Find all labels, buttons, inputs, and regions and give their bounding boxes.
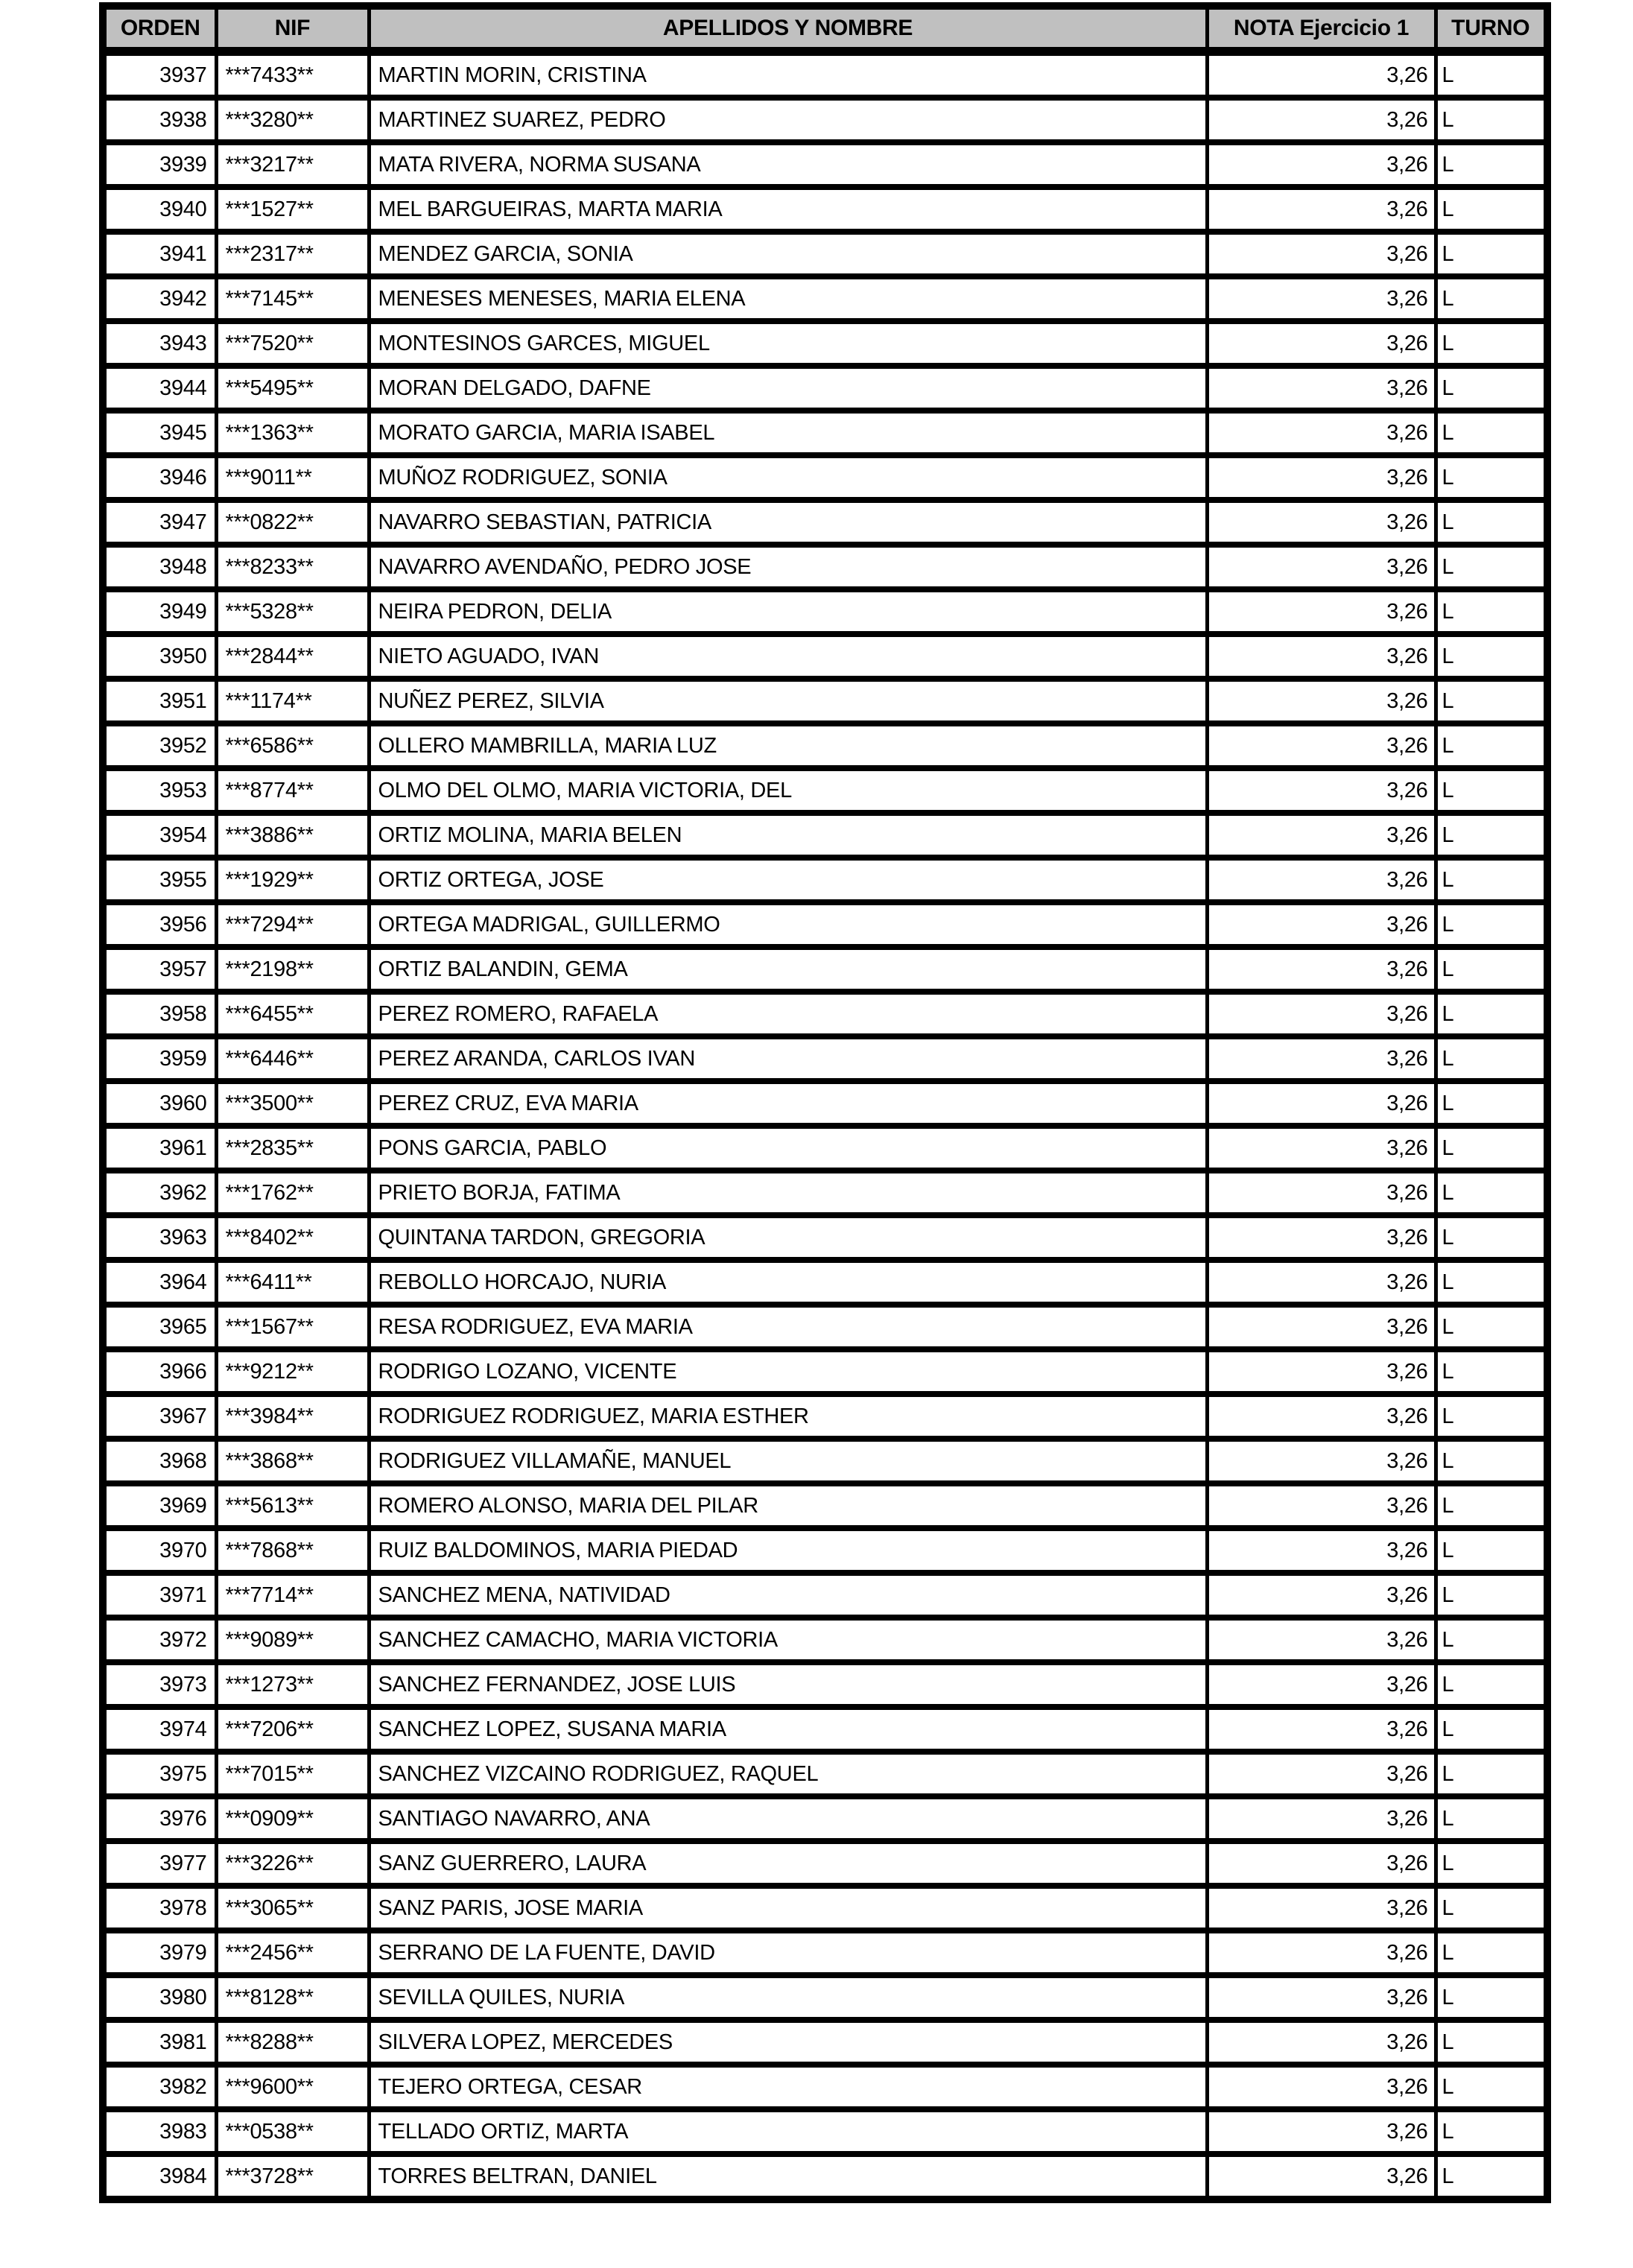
nombre-cell: RODRIGUEZ VILLAMAÑE, MANUEL — [369, 1439, 1207, 1483]
orden-cell: 3939 — [103, 142, 216, 187]
table-row — [103, 98, 1547, 142]
nombre-cell: MENESES MENESES, MARIA ELENA — [369, 276, 1207, 321]
turno-cell: L — [1436, 142, 1547, 187]
nota-cell: 3,26 — [1207, 2154, 1436, 2199]
turno-cell: L — [1436, 187, 1547, 232]
nota-cell: 3,26 — [1207, 232, 1436, 276]
nota-cell: 3,26 — [1207, 98, 1436, 142]
nif-cell: ***7433** — [216, 51, 369, 98]
turno-cell: L — [1436, 1036, 1547, 1081]
nif-cell: ***5328** — [216, 589, 369, 634]
orden-cell: 3974 — [103, 1707, 216, 1752]
results-table-body — [103, 51, 1547, 2199]
turno-cell: L — [1436, 232, 1547, 276]
nombre-cell: NEIRA PEDRON, DELIA — [369, 589, 1207, 634]
turno-cell: L — [1436, 1081, 1547, 1126]
turno-cell: L — [1436, 2065, 1547, 2109]
turno-cell: L — [1436, 321, 1547, 366]
orden-cell: 3959 — [103, 1036, 216, 1081]
nota-cell: 3,26 — [1207, 992, 1436, 1036]
orden-cell: 3951 — [103, 679, 216, 723]
nif-cell: ***7145** — [216, 276, 369, 321]
orden-cell: 3984 — [103, 2154, 216, 2199]
nota-cell: 3,26 — [1207, 51, 1436, 98]
orden-cell: 3964 — [103, 1260, 216, 1305]
nif-cell: ***8128** — [216, 1975, 369, 2020]
table-row — [103, 1752, 1547, 1796]
nombre-cell: ORTIZ ORTEGA, JOSE — [369, 858, 1207, 902]
nota-cell: 3,26 — [1207, 500, 1436, 545]
nombre-cell: SANCHEZ VIZCAINO RODRIGUEZ, RAQUEL — [369, 1752, 1207, 1796]
nota-cell: 3,26 — [1207, 1394, 1436, 1439]
nombre-cell: NAVARRO SEBASTIAN, PATRICIA — [369, 500, 1207, 545]
orden-cell: 3949 — [103, 589, 216, 634]
table-row — [103, 1528, 1547, 1573]
orden-cell: 3970 — [103, 1528, 216, 1573]
nota-cell: 3,26 — [1207, 1483, 1436, 1528]
nif-cell: ***0538** — [216, 2109, 369, 2154]
nombre-cell: PONS GARCIA, PABLO — [369, 1126, 1207, 1171]
nota-cell: 3,26 — [1207, 545, 1436, 589]
nombre-cell: PEREZ ARANDA, CARLOS IVAN — [369, 1036, 1207, 1081]
nombre-cell: MEL BARGUEIRAS, MARTA MARIA — [369, 187, 1207, 232]
nif-cell: ***6446** — [216, 1036, 369, 1081]
orden-cell: 3968 — [103, 1439, 216, 1483]
nombre-cell: SANZ PARIS, JOSE MARIA — [369, 1886, 1207, 1930]
nif-cell: ***3886** — [216, 813, 369, 858]
turno-cell: L — [1436, 1573, 1547, 1618]
nif-cell: ***0822** — [216, 500, 369, 545]
nota-cell: 3,26 — [1207, 679, 1436, 723]
nombre-cell: SANCHEZ LOPEZ, SUSANA MARIA — [369, 1707, 1207, 1752]
table-row — [103, 2109, 1547, 2154]
nif-cell: ***9600** — [216, 2065, 369, 2109]
turno-cell: L — [1436, 455, 1547, 500]
nota-cell: 3,26 — [1207, 589, 1436, 634]
turno-cell: L — [1436, 902, 1547, 947]
table-row — [103, 1975, 1547, 2020]
orden-cell: 3980 — [103, 1975, 216, 2020]
turno-cell: L — [1436, 1215, 1547, 1260]
column-header-orden: ORDEN — [103, 6, 216, 51]
nombre-cell: SILVERA LOPEZ, MERCEDES — [369, 2020, 1207, 2065]
nota-cell: 3,26 — [1207, 947, 1436, 992]
turno-cell: L — [1436, 1796, 1547, 1841]
nombre-cell: MORAN DELGADO, DAFNE — [369, 366, 1207, 411]
table-row — [103, 679, 1547, 723]
nif-cell: ***6411** — [216, 1260, 369, 1305]
turno-cell: L — [1436, 1975, 1547, 2020]
nif-cell: ***1273** — [216, 1662, 369, 1707]
nombre-cell: SANCHEZ MENA, NATIVIDAD — [369, 1573, 1207, 1618]
table-row — [103, 1483, 1547, 1528]
nif-cell: ***1762** — [216, 1171, 369, 1215]
orden-cell: 3955 — [103, 858, 216, 902]
table-row — [103, 1036, 1547, 1081]
orden-cell: 3952 — [103, 723, 216, 768]
nif-cell: ***8402** — [216, 1215, 369, 1260]
nombre-cell: OLMO DEL OLMO, MARIA VICTORIA, DEL — [369, 768, 1207, 813]
nombre-cell: SANTIAGO NAVARRO, ANA — [369, 1796, 1207, 1841]
table-row — [103, 1796, 1547, 1841]
table-row — [103, 1930, 1547, 1975]
nota-cell: 3,26 — [1207, 1528, 1436, 1573]
orden-cell: 3937 — [103, 51, 216, 98]
nif-cell: ***3868** — [216, 1439, 369, 1483]
nota-cell: 3,26 — [1207, 813, 1436, 858]
orden-cell: 3966 — [103, 1349, 216, 1394]
table-row — [103, 589, 1547, 634]
nombre-cell: SANZ GUERRERO, LAURA — [369, 1841, 1207, 1886]
orden-cell: 3976 — [103, 1796, 216, 1841]
turno-cell: L — [1436, 723, 1547, 768]
orden-cell: 3948 — [103, 545, 216, 589]
table-row — [103, 142, 1547, 187]
orden-cell: 3969 — [103, 1483, 216, 1528]
nif-cell: ***3280** — [216, 98, 369, 142]
nombre-cell: SANCHEZ FERNANDEZ, JOSE LUIS — [369, 1662, 1207, 1707]
nombre-cell: RUIZ BALDOMINOS, MARIA PIEDAD — [369, 1528, 1207, 1573]
table-row — [103, 2065, 1547, 2109]
nif-cell: ***2198** — [216, 947, 369, 992]
table-row — [103, 321, 1547, 366]
nota-cell: 3,26 — [1207, 321, 1436, 366]
column-header-nif: NIF — [216, 6, 369, 51]
nif-cell: ***1567** — [216, 1305, 369, 1349]
turno-cell: L — [1436, 813, 1547, 858]
turno-cell: L — [1436, 1483, 1547, 1528]
nif-cell: ***3984** — [216, 1394, 369, 1439]
table-row — [103, 1081, 1547, 1126]
column-header-nota-ejercicio-1: NOTA Ejercicio 1 — [1207, 6, 1436, 51]
nota-cell: 3,26 — [1207, 1036, 1436, 1081]
nota-cell: 3,26 — [1207, 142, 1436, 187]
nota-cell: 3,26 — [1207, 1081, 1436, 1126]
nombre-cell: ORTEGA MADRIGAL, GUILLERMO — [369, 902, 1207, 947]
table-row — [103, 2020, 1547, 2065]
turno-cell: L — [1436, 276, 1547, 321]
orden-cell: 3957 — [103, 947, 216, 992]
table-row — [103, 545, 1547, 589]
nota-cell: 3,26 — [1207, 1796, 1436, 1841]
nif-cell: ***2456** — [216, 1930, 369, 1975]
nota-cell: 3,26 — [1207, 2065, 1436, 2109]
table-row — [103, 1126, 1547, 1171]
nif-cell: ***6455** — [216, 992, 369, 1036]
nota-cell: 3,26 — [1207, 1975, 1436, 2020]
table-row — [103, 1171, 1547, 1215]
nombre-cell: SERRANO DE LA FUENTE, DAVID — [369, 1930, 1207, 1975]
nota-cell: 3,26 — [1207, 1126, 1436, 1171]
nif-cell: ***2835** — [216, 1126, 369, 1171]
table-row — [103, 858, 1547, 902]
turno-cell: L — [1436, 589, 1547, 634]
orden-cell: 3944 — [103, 366, 216, 411]
nombre-cell: NAVARRO AVENDAÑO, PEDRO JOSE — [369, 545, 1207, 589]
nota-cell: 3,26 — [1207, 1752, 1436, 1796]
nombre-cell: SANCHEZ CAMACHO, MARIA VICTORIA — [369, 1618, 1207, 1662]
nif-cell: ***9212** — [216, 1349, 369, 1394]
nombre-cell: REBOLLO HORCAJO, NURIA — [369, 1260, 1207, 1305]
table-row — [103, 947, 1547, 992]
turno-cell: L — [1436, 1618, 1547, 1662]
table-row — [103, 1841, 1547, 1886]
turno-cell: L — [1436, 947, 1547, 992]
table-row — [103, 232, 1547, 276]
table-row — [103, 1394, 1547, 1439]
nif-cell: ***7714** — [216, 1573, 369, 1618]
nombre-cell: PEREZ ROMERO, RAFAELA — [369, 992, 1207, 1036]
orden-cell: 3981 — [103, 2020, 216, 2065]
turno-cell: L — [1436, 1305, 1547, 1349]
orden-cell: 3947 — [103, 500, 216, 545]
table-row — [103, 1215, 1547, 1260]
nombre-cell: NUÑEZ PEREZ, SILVIA — [369, 679, 1207, 723]
orden-cell: 3942 — [103, 276, 216, 321]
orden-cell: 3971 — [103, 1573, 216, 1618]
nif-cell: ***1363** — [216, 411, 369, 455]
table-row — [103, 992, 1547, 1036]
orden-cell: 3962 — [103, 1171, 216, 1215]
orden-cell: 3946 — [103, 455, 216, 500]
nombre-cell: ORTIZ BALANDIN, GEMA — [369, 947, 1207, 992]
table-row — [103, 411, 1547, 455]
nota-cell: 3,26 — [1207, 634, 1436, 679]
table-row — [103, 813, 1547, 858]
nota-cell: 3,26 — [1207, 1349, 1436, 1394]
nif-cell: ***3728** — [216, 2154, 369, 2199]
nif-cell: ***7294** — [216, 902, 369, 947]
orden-cell: 3982 — [103, 2065, 216, 2109]
turno-cell: L — [1436, 545, 1547, 589]
turno-cell: L — [1436, 634, 1547, 679]
nif-cell: ***8774** — [216, 768, 369, 813]
nota-cell: 3,26 — [1207, 455, 1436, 500]
nif-cell: ***6586** — [216, 723, 369, 768]
nombre-cell: MARTINEZ SUAREZ, PEDRO — [369, 98, 1207, 142]
table-row — [103, 187, 1547, 232]
nombre-cell: TELLADO ORTIZ, MARTA — [369, 2109, 1207, 2154]
nombre-cell: SEVILLA QUILES, NURIA — [369, 1975, 1207, 2020]
nif-cell: ***9089** — [216, 1618, 369, 1662]
nombre-cell: ROMERO ALONSO, MARIA DEL PILAR — [369, 1483, 1207, 1528]
nombre-cell: TEJERO ORTEGA, CESAR — [369, 2065, 1207, 2109]
nombre-cell: MUÑOZ RODRIGUEZ, SONIA — [369, 455, 1207, 500]
orden-cell: 3973 — [103, 1662, 216, 1707]
nombre-cell: PEREZ CRUZ, EVA MARIA — [369, 1081, 1207, 1126]
nombre-cell: RESA RODRIGUEZ, EVA MARIA — [369, 1305, 1207, 1349]
turno-cell: L — [1436, 411, 1547, 455]
nif-cell: ***7015** — [216, 1752, 369, 1796]
table-row — [103, 1260, 1547, 1305]
orden-cell: 3953 — [103, 768, 216, 813]
table-header — [103, 6, 1547, 51]
table-row — [103, 1618, 1547, 1662]
table-row — [103, 902, 1547, 947]
orden-cell: 3958 — [103, 992, 216, 1036]
column-header-apellidos-y-nombre: APELLIDOS Y NOMBRE — [369, 6, 1207, 51]
table-row — [103, 1886, 1547, 1930]
turno-cell: L — [1436, 1528, 1547, 1573]
nif-cell: ***2844** — [216, 634, 369, 679]
nombre-cell: RODRIGO LOZANO, VICENTE — [369, 1349, 1207, 1394]
nif-cell: ***9011** — [216, 455, 369, 500]
turno-cell: L — [1436, 366, 1547, 411]
orden-cell: 3950 — [103, 634, 216, 679]
header-row — [103, 6, 1547, 51]
orden-cell: 3940 — [103, 187, 216, 232]
table-row — [103, 723, 1547, 768]
turno-cell: L — [1436, 768, 1547, 813]
nota-cell: 3,26 — [1207, 1662, 1436, 1707]
orden-cell: 3941 — [103, 232, 216, 276]
nota-cell: 3,26 — [1207, 276, 1436, 321]
nif-cell: ***7868** — [216, 1528, 369, 1573]
orden-cell: 3967 — [103, 1394, 216, 1439]
nif-cell: ***5613** — [216, 1483, 369, 1528]
turno-cell: L — [1436, 1439, 1547, 1483]
nif-cell: ***2317** — [216, 232, 369, 276]
table-row — [103, 366, 1547, 411]
table-row — [103, 2154, 1547, 2199]
turno-cell: L — [1436, 1394, 1547, 1439]
nombre-cell: PRIETO BORJA, FATIMA — [369, 1171, 1207, 1215]
nota-cell: 3,26 — [1207, 1618, 1436, 1662]
nota-cell: 3,26 — [1207, 1930, 1436, 1975]
nombre-cell: MATA RIVERA, NORMA SUSANA — [369, 142, 1207, 187]
orden-cell: 3975 — [103, 1752, 216, 1796]
turno-cell: L — [1436, 1349, 1547, 1394]
orden-cell: 3977 — [103, 1841, 216, 1886]
turno-cell: L — [1436, 2154, 1547, 2199]
nombre-cell: MORATO GARCIA, MARIA ISABEL — [369, 411, 1207, 455]
nif-cell: ***1527** — [216, 187, 369, 232]
table-row — [103, 1439, 1547, 1483]
nif-cell: ***3226** — [216, 1841, 369, 1886]
nif-cell: ***5495** — [216, 366, 369, 411]
orden-cell: 3960 — [103, 1081, 216, 1126]
turno-cell: L — [1436, 1171, 1547, 1215]
orden-cell: 3956 — [103, 902, 216, 947]
nota-cell: 3,26 — [1207, 1573, 1436, 1618]
orden-cell: 3979 — [103, 1930, 216, 1975]
turno-cell: L — [1436, 1662, 1547, 1707]
turno-cell: L — [1436, 1260, 1547, 1305]
nota-cell: 3,26 — [1207, 768, 1436, 813]
nota-cell: 3,26 — [1207, 2020, 1436, 2065]
turno-cell: L — [1436, 2109, 1547, 2154]
table-row — [103, 1573, 1547, 1618]
orden-cell: 3954 — [103, 813, 216, 858]
nombre-cell: TORRES BELTRAN, DANIEL — [369, 2154, 1207, 2199]
table-row — [103, 500, 1547, 545]
nombre-cell: OLLERO MAMBRILLA, MARIA LUZ — [369, 723, 1207, 768]
table-row — [103, 1662, 1547, 1707]
nota-cell: 3,26 — [1207, 858, 1436, 902]
nif-cell: ***8288** — [216, 2020, 369, 2065]
table-row — [103, 634, 1547, 679]
turno-cell: L — [1436, 1126, 1547, 1171]
turno-cell: L — [1436, 2020, 1547, 2065]
nif-cell: ***3500** — [216, 1081, 369, 1126]
nif-cell: ***0909** — [216, 1796, 369, 1841]
nota-cell: 3,26 — [1207, 1171, 1436, 1215]
orden-cell: 3938 — [103, 98, 216, 142]
turno-cell: L — [1436, 98, 1547, 142]
nif-cell: ***3065** — [216, 1886, 369, 1930]
turno-cell: L — [1436, 858, 1547, 902]
nombre-cell: MONTESINOS GARCES, MIGUEL — [369, 321, 1207, 366]
nota-cell: 3,26 — [1207, 1305, 1436, 1349]
orden-cell: 3945 — [103, 411, 216, 455]
nombre-cell: RODRIGUEZ RODRIGUEZ, MARIA ESTHER — [369, 1394, 1207, 1439]
nota-cell: 3,26 — [1207, 1841, 1436, 1886]
nombre-cell: ORTIZ MOLINA, MARIA BELEN — [369, 813, 1207, 858]
column-header-turno: TURNO — [1436, 6, 1547, 51]
turno-cell: L — [1436, 1841, 1547, 1886]
nota-cell: 3,26 — [1207, 411, 1436, 455]
orden-cell: 3978 — [103, 1886, 216, 1930]
nota-cell: 3,26 — [1207, 187, 1436, 232]
orden-cell: 3972 — [103, 1618, 216, 1662]
turno-cell: L — [1436, 679, 1547, 723]
table-row — [103, 276, 1547, 321]
table-row — [103, 1707, 1547, 1752]
turno-cell: L — [1436, 1707, 1547, 1752]
nif-cell: ***7206** — [216, 1707, 369, 1752]
turno-cell: L — [1436, 500, 1547, 545]
nota-cell: 3,26 — [1207, 723, 1436, 768]
nif-cell: ***3217** — [216, 142, 369, 187]
turno-cell: L — [1436, 1930, 1547, 1975]
orden-cell: 3965 — [103, 1305, 216, 1349]
nif-cell: ***8233** — [216, 545, 369, 589]
turno-cell: L — [1436, 1886, 1547, 1930]
nota-cell: 3,26 — [1207, 902, 1436, 947]
nif-cell: ***1929** — [216, 858, 369, 902]
table-row — [103, 51, 1547, 98]
table-row — [103, 1349, 1547, 1394]
nota-cell: 3,26 — [1207, 2109, 1436, 2154]
table-row — [103, 455, 1547, 500]
orden-cell: 3983 — [103, 2109, 216, 2154]
orden-cell: 3961 — [103, 1126, 216, 1171]
nombre-cell: QUINTANA TARDON, GREGORIA — [369, 1215, 1207, 1260]
orden-cell: 3963 — [103, 1215, 216, 1260]
nota-cell: 3,26 — [1207, 1215, 1436, 1260]
turno-cell: L — [1436, 1752, 1547, 1796]
nota-cell: 3,26 — [1207, 1260, 1436, 1305]
table-row — [103, 1305, 1547, 1349]
nif-cell: ***7520** — [216, 321, 369, 366]
nota-cell: 3,26 — [1207, 1707, 1436, 1752]
nota-cell: 3,26 — [1207, 1439, 1436, 1483]
orden-cell: 3943 — [103, 321, 216, 366]
turno-cell: L — [1436, 992, 1547, 1036]
nif-cell: ***1174** — [216, 679, 369, 723]
results-table — [99, 2, 1551, 2203]
nota-cell: 3,26 — [1207, 1886, 1436, 1930]
nota-cell: 3,26 — [1207, 366, 1436, 411]
nombre-cell: NIETO AGUADO, IVAN — [369, 634, 1207, 679]
turno-cell: L — [1436, 51, 1547, 98]
nombre-cell: MARTIN MORIN, CRISTINA — [369, 51, 1207, 98]
nombre-cell: MENDEZ GARCIA, SONIA — [369, 232, 1207, 276]
table-row — [103, 768, 1547, 813]
